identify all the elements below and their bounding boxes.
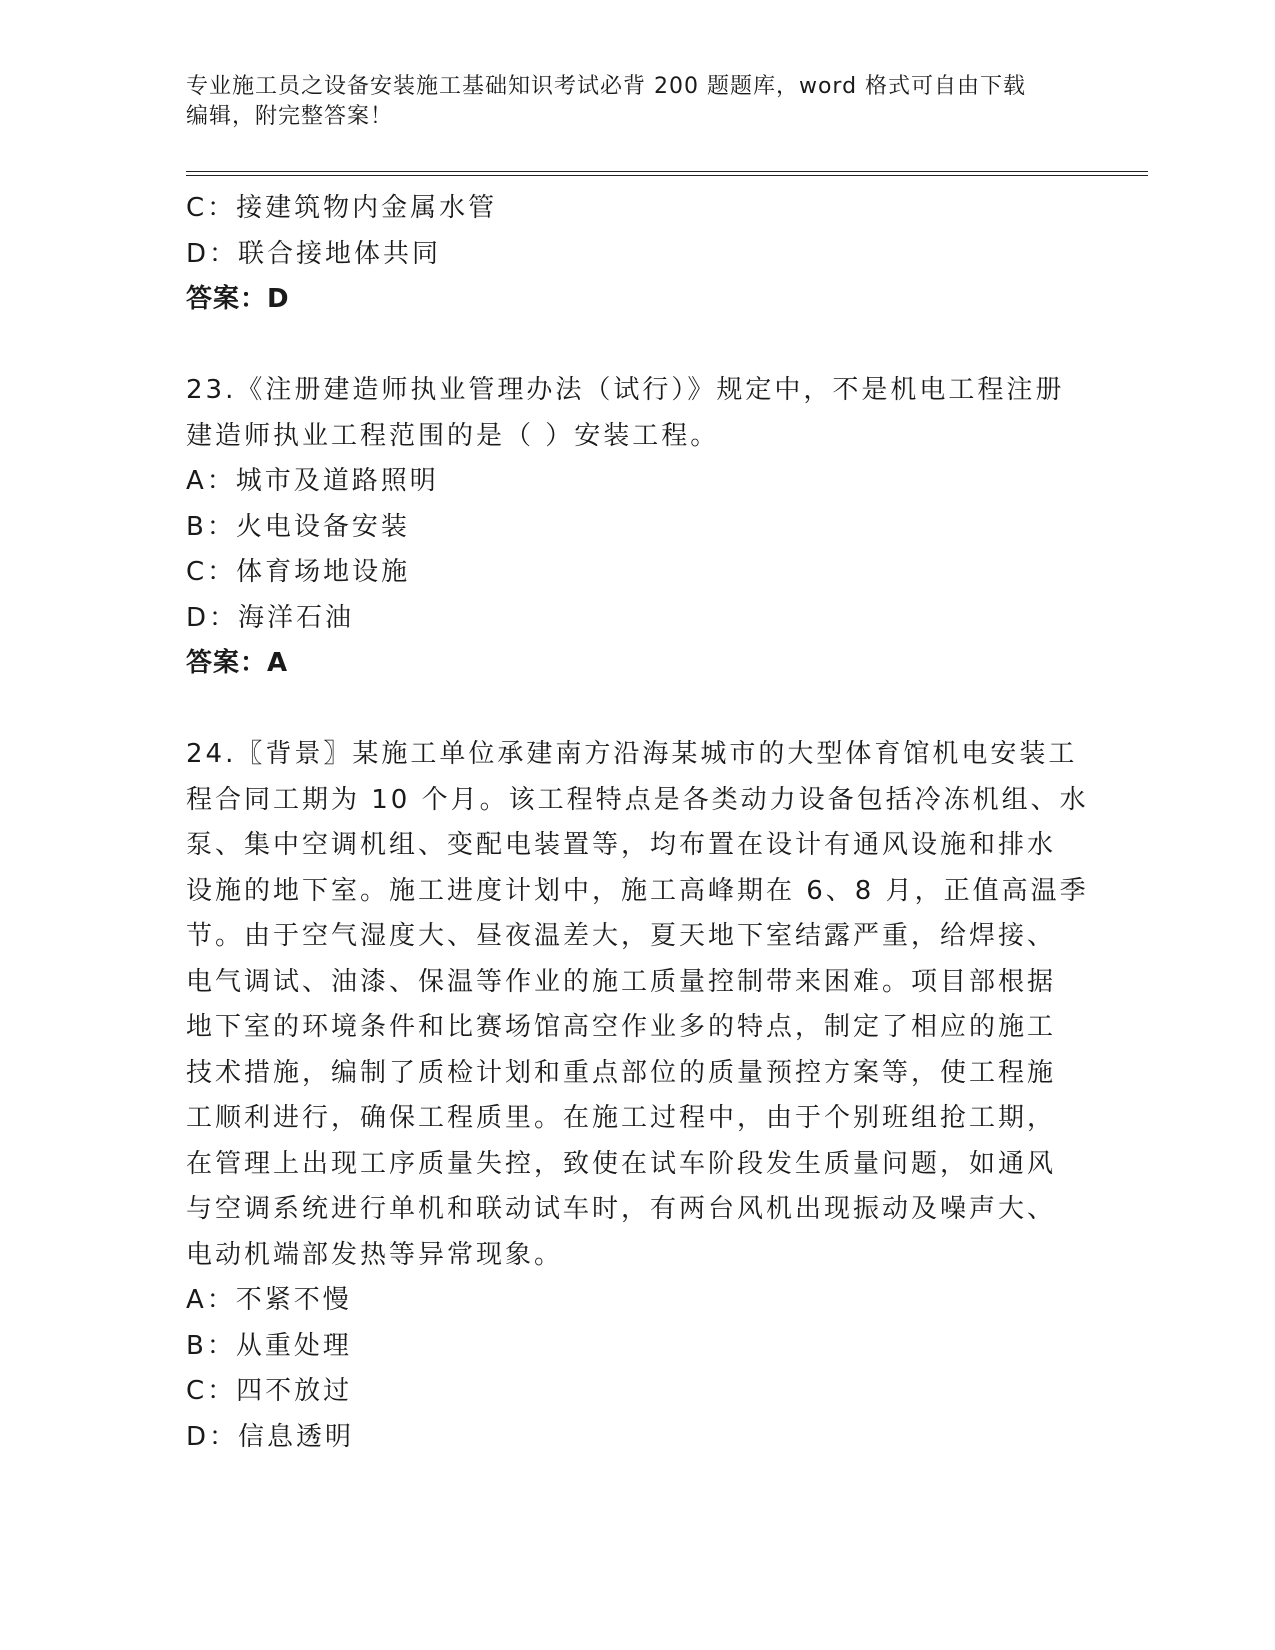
option-d: D：信息透明 [186, 1421, 355, 1452]
question-stem-line: 设施的地下室。施工进度计划中，施工高峰期在 6、8 月，正值高温季 [186, 875, 1089, 906]
question-stem-line: 建造师执业工程范围的是（ ）安装工程。 [186, 420, 720, 451]
header-line-1: 专业施工员之设备安装施工基础知识考试必背 200 题题库，word 格式可自由下载 [186, 74, 1027, 99]
question-stem-line: 24.〖背景〗某施工单位承建南方沿海某城市的大型体育馆机电安装工 [186, 739, 1078, 769]
question-stem-line: 技术措施，编制了质检计划和重点部位的质量预控方案等，使工程施 [186, 1057, 1057, 1088]
option-a: A：城市及道路照明 [186, 466, 439, 496]
option-c: C：接建筑物内金属水管 [186, 193, 498, 223]
option-d: D：联合接地体共同 [186, 238, 442, 269]
question-stem-line: 23.《注册建造师执业管理办法（试行）》规定中，不是机电工程注册 [186, 375, 1065, 405]
option-b: B：从重处理 [186, 1330, 352, 1361]
option-c: C：四不放过 [186, 1376, 353, 1406]
question-stem-line: 在管理上出现工序质量失控，致使在试车阶段发生质量问题，如通风 [186, 1148, 1057, 1179]
spacer [186, 687, 1066, 733]
header-divider-bottom [186, 175, 1148, 176]
question-stem-line: 与空调系统进行单机和联动试车时，有两台风机出现振动及噪声大、 [186, 1194, 1057, 1224]
question-22-tail [186, 186, 1066, 323]
document-body [186, 186, 1089, 1460]
spacer [186, 323, 1066, 369]
question-23 [186, 368, 1066, 687]
question-24 [186, 732, 1089, 1460]
option-a: A：不紧不慢 [186, 1285, 352, 1315]
question-stem-line: 电动机端部发热等异常现象。 [186, 1239, 564, 1270]
question-stem-line: 节。由于空气湿度大、昼夜温差大，夏天地下室结露严重，给焊接、 [186, 921, 1057, 951]
document-header [186, 72, 1086, 132]
answer: 答案：D [186, 284, 290, 314]
question-stem-line: 工顺利进行，确保工程质里。在施工过程中，由于个别班组抢工期， [186, 1103, 1057, 1133]
option-c: C：体育场地设施 [186, 557, 411, 587]
header-line-2: 编辑，附完整答案！ [186, 104, 394, 129]
question-stem-line: 泵、集中空调机组、变配电装置等，均布置在设计有通风设施和排水 [186, 830, 1057, 860]
question-stem-line: 电气调试、油漆、保温等作业的施工质量控制带来困难。项目部根据 [186, 966, 1057, 997]
question-stem-line: 地下室的环境条件和比赛场馆高空作业多的特点，制定了相应的施工 [186, 1012, 1057, 1042]
option-d: D：海洋石油 [186, 602, 355, 633]
header-divider-top [186, 171, 1148, 172]
answer: 答案：A [186, 648, 289, 678]
question-stem-line: 程合同工期为 10 个月。该工程特点是各类动力设备包括冷冻机组、水 [186, 784, 1089, 815]
option-b: B：火电设备安装 [186, 511, 410, 542]
